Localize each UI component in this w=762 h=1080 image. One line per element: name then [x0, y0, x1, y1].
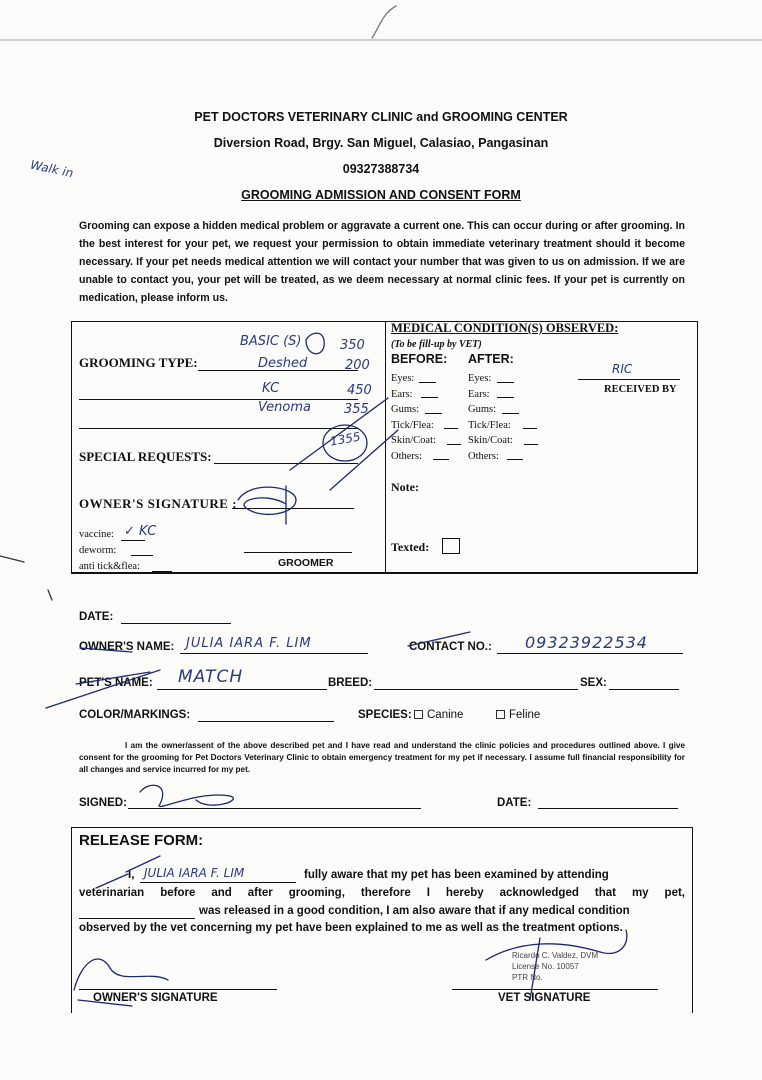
before-item: Gums:: [391, 404, 420, 415]
grooming-total: 1355: [329, 429, 362, 449]
grooming-entry-service: KC: [262, 381, 280, 396]
received-by-label: RECEIVED BY: [604, 384, 677, 395]
color-markings-label: COLOR/MARKINGS:: [79, 709, 191, 721]
after-item: Ears:: [468, 388, 490, 400]
after-item: Others:: [468, 450, 499, 462]
vet-stamp-name: Ricardo C. Valdez, DVM: [512, 951, 599, 960]
grooming-type-label: GROOMING TYPE:: [79, 355, 198, 370]
after-item: Eyes:: [468, 373, 492, 384]
groomer-label: GROOMER: [278, 557, 334, 569]
owner-name-label: OWNER'S NAME:: [79, 641, 175, 653]
grooming-entry-price: 355: [344, 402, 369, 417]
vet-stamp-license: License No. 10057: [512, 962, 579, 971]
before-label: BEFORE:: [391, 352, 448, 366]
clinic-name: PET DOCTORS VETERINARY CLINIC and GROOMING CENTER: [194, 110, 568, 124]
grooming-entry-service: Venoma: [258, 400, 311, 415]
note-label: Note:: [391, 480, 419, 494]
owner-signature-scribble: [238, 487, 296, 514]
margin-note: Walk in: [29, 157, 75, 181]
medical-subtitle: (To be fill-up by VET): [391, 339, 482, 350]
release-line3: was released in a good condition, I am also aware that if any medical condition: [199, 905, 630, 917]
deworm-label: deworm:: [79, 545, 117, 556]
size-circle: [306, 333, 324, 354]
after-label: AFTER:: [468, 352, 514, 366]
release-title: RELEASE FORM:: [79, 832, 204, 849]
before-item: Skin/Coat:: [391, 435, 436, 446]
pet-name-value: MATCH: [178, 667, 244, 687]
after-item: Gums:: [468, 404, 497, 415]
medical-title: MEDICAL CONDITION(S) OBSERVED:: [391, 321, 619, 335]
clinic-phone: 09327388734: [342, 162, 420, 176]
release-line4: observed by the vet concerning my pet have been explained to me as well as the treatment options.: [79, 922, 623, 934]
consent-date-label: DATE:: [497, 797, 532, 809]
before-item: Others:: [391, 450, 422, 462]
grooming-entry-service: Deshed: [258, 356, 308, 371]
feline-label: Feline: [509, 709, 541, 721]
vet-signature: [486, 930, 627, 960]
intro-paragraph: Grooming can expose a hidden medical problem or aggravate a current one. This can occur during or after grooming. In the best interest for your pet, we request your permission to obtain immediate veterinary treatment should it become necessary. If your pet needs medical attention we will contact your number that was given to us on admission. If we are unable to contact you, your pet will be treated, as we deem necessary at normal clinic fees. If your pet is currently on medication, please inform us.: [79, 220, 685, 304]
contact-value: 09323922534: [525, 633, 648, 652]
release-name-value: JULIA IARA F. LIM: [144, 866, 245, 880]
clinic-address: Diversion Road, Brgy. San Miguel, Calasiao, Pangasinan: [213, 136, 549, 150]
owner-name-value: JULIA IARA F. LIM: [186, 636, 312, 651]
sex-label: SEX:: [580, 677, 607, 689]
grooming-entry-price: 200: [345, 358, 370, 373]
species-label: SPECIES:: [358, 709, 412, 721]
form-title: GROOMING ADMISSION AND CONSENT FORM: [241, 188, 521, 202]
grooming-entry-price: 350: [340, 338, 365, 353]
after-item: Tick/Flea:: [468, 419, 511, 431]
after-item: Skin/Coat:: [468, 435, 513, 446]
date-label: DATE:: [79, 611, 114, 623]
vaccine-value: ✓ KC: [124, 524, 157, 539]
pet-name-label: PET'S NAME:: [79, 677, 153, 689]
vaccine-label: vaccine:: [79, 529, 114, 540]
before-item: Tick/Flea:: [391, 419, 434, 431]
release-prefix: I,: [128, 869, 135, 881]
before-item: Ears:: [391, 388, 413, 400]
total-circle: [323, 425, 367, 461]
consent-paragraph: I am the owner/assent of the above described pet and I have read and understand the clinic policies and procedures outlined above. I give consent for the grooming for Pet Doctors Veterinary Clinic to obtain emergency treatment for my pet if necessary. I assume full financial responsibility for all changes and service incurred for my pet.: [79, 741, 685, 774]
vet-signature-label: VET SIGNATURE: [498, 992, 591, 1004]
special-requests-label: SPECIAL REQUESTS:: [79, 449, 212, 464]
strike-line: [290, 398, 388, 470]
vet-stamp-ptr: PTR No.: [512, 973, 543, 982]
breed-label: BREED:: [328, 677, 373, 689]
signed-signature: [140, 785, 233, 806]
contact-label: CONTACT NO.:: [409, 641, 492, 653]
before-item: Eyes:: [391, 373, 415, 384]
release-owner-signature: [74, 959, 168, 990]
release-owner-signature-label: OWNER'S SIGNATURE: [93, 992, 218, 1004]
received-by-value: RIC: [612, 362, 633, 376]
signed-label: SIGNED:: [79, 797, 127, 809]
grooming-entry-service: BASIC (S): [240, 334, 302, 349]
grooming-entry-price: 450: [347, 383, 372, 398]
canine-label: Canine: [427, 709, 464, 721]
anti-tick-label: anti tick&flea:: [79, 561, 140, 572]
owner-signature-label: OWNER'S SIGNATURE :: [79, 496, 238, 511]
release-line2: veterinarian before and after grooming, therefore I hereby acknowledged that my pet,: [79, 887, 685, 899]
release-line1: fully aware that my pet has been examined by attending: [304, 869, 609, 881]
texted-label: Texted:: [391, 540, 430, 554]
